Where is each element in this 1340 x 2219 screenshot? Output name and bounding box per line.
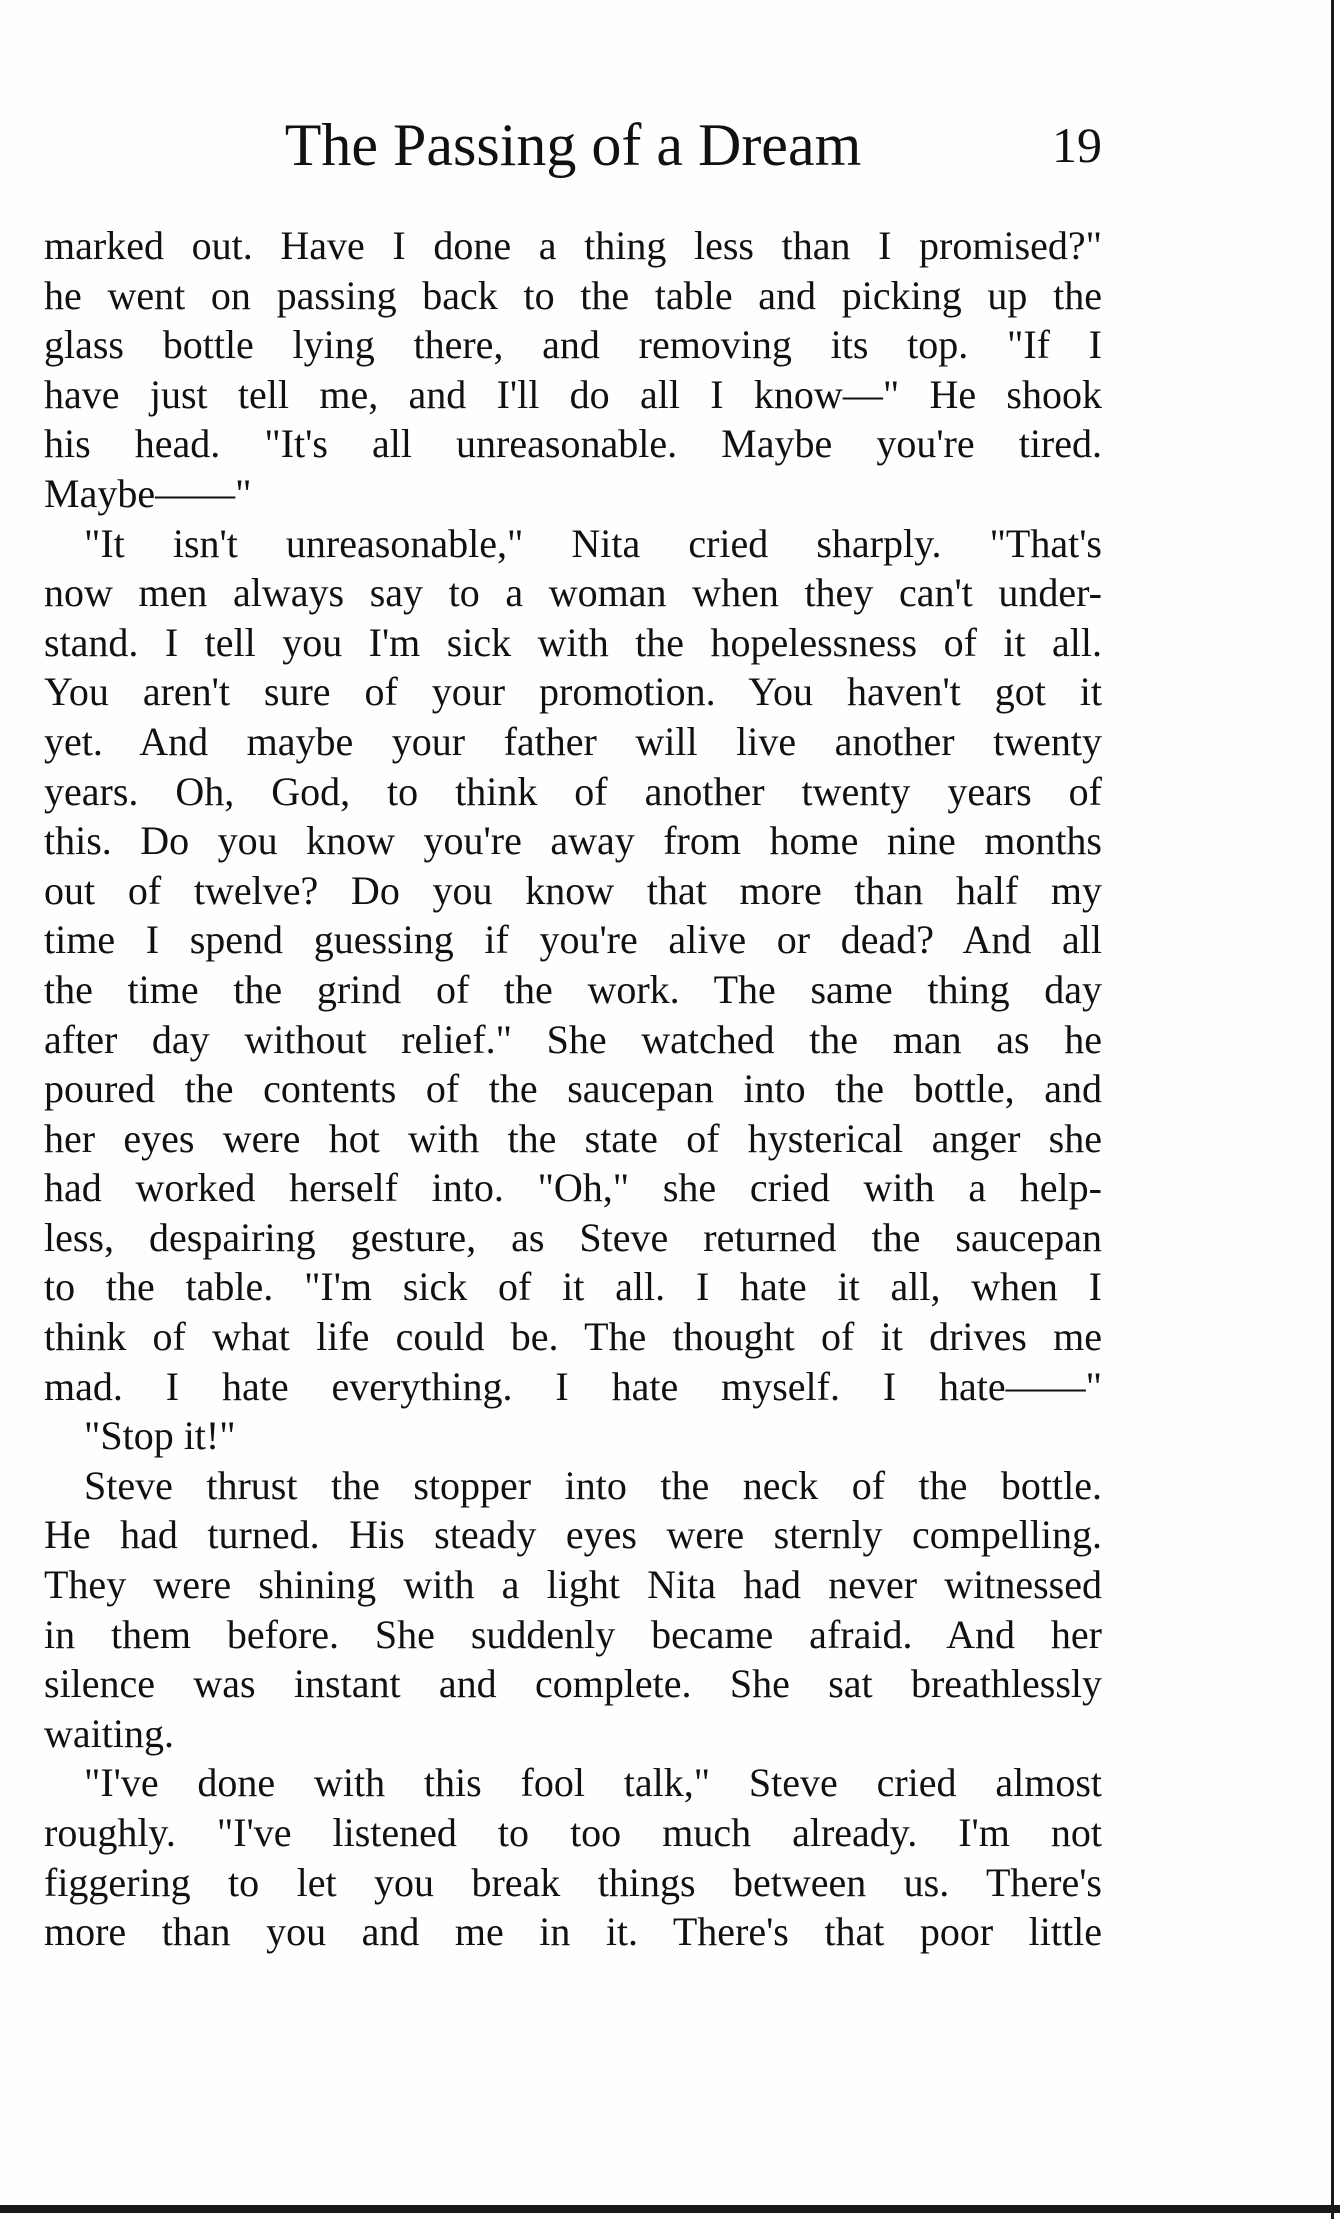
page-edge-bottom: [0, 2205, 1340, 2213]
text-line: figgering to let you break things between us. There's: [44, 1859, 1102, 1905]
page-edge-right: [1331, 0, 1334, 2219]
text-line: less, despairing gesture, as Steve returned the saucepan: [44, 1214, 1102, 1260]
text-line: He had turned. His steady eyes were sternly compelling.: [44, 1512, 1102, 1558]
text-line: Steve thrust the stopper into the neck of the bottle.: [84, 1462, 1102, 1508]
text-line: waiting.: [44, 1710, 174, 1756]
text-line: this. Do you know you're away from home nine months: [44, 818, 1102, 864]
text-line: think of what life could be. The thought of it drives me: [44, 1314, 1102, 1360]
running-title: The Passing of a Dream: [284, 112, 862, 178]
text-line: yet. And maybe your father will live another twenty: [44, 718, 1102, 764]
text-line: the time the grind of the work. The same thing day: [44, 966, 1102, 1012]
text-line: poured the contents of the saucepan into the bottle, and: [44, 1066, 1102, 1112]
text-line: more than you and me in it. There's that poor little: [44, 1909, 1102, 1955]
text-line: have just tell me, and I'll do all I know—" He shook: [44, 371, 1102, 417]
text-line: he went on passing back to the table and picking up the: [44, 272, 1102, 318]
text-line: time I spend guessing if you're alive or dead? And all: [44, 917, 1102, 963]
text-line: "I've done with this fool talk," Steve cried almost: [84, 1760, 1102, 1806]
text-line: had worked herself into. "Oh," she cried with a help-: [44, 1165, 1102, 1211]
text-line: in them before. She suddenly became afraid. And her: [44, 1611, 1102, 1657]
text-line: glass bottle lying there, and removing its top. "If I: [44, 322, 1102, 368]
text-line: Maybe——": [44, 470, 252, 516]
text-line: to the table. "I'm sick of it all. I hate it all, when I: [44, 1264, 1102, 1310]
text-line: stand. I tell you I'm sick with the hopelessness of it all.: [44, 619, 1102, 665]
text-line: her eyes were hot with the state of hysterical anger she: [44, 1115, 1102, 1161]
text-line: his head. "It's all unreasonable. Maybe you're tired.: [44, 421, 1102, 467]
text-line: "Stop it!": [84, 1413, 236, 1459]
text-line: "It isn't unreasonable," Nita cried sharply. "That's: [84, 520, 1102, 566]
text-line: You aren't sure of your promotion. You haven't got it: [44, 669, 1102, 715]
page-number: 19: [1052, 117, 1102, 173]
page-header: [44, 105, 1102, 185]
text-line: mad. I hate everything. I hate myself. I hate——": [44, 1363, 1102, 1409]
text-line: silence was instant and complete. She sat breathlessly: [44, 1661, 1102, 1707]
text-line: now men always say to a woman when they can't under-: [44, 570, 1102, 616]
text-line: years. Oh, God, to think of another twenty years of: [44, 768, 1102, 814]
text-line: They were shining with a light Nita had never witnessed: [44, 1562, 1102, 1608]
text-line: out of twelve? Do you know that more than half my: [44, 867, 1102, 913]
text-line: after day without relief." She watched the man as he: [44, 1016, 1102, 1062]
text-line: roughly. "I've listened to too much already. I'm not: [44, 1810, 1102, 1855]
text-line: marked out. Have I done a thing less than I promised?": [44, 223, 1102, 268]
body-text: [44, 221, 1102, 1957]
